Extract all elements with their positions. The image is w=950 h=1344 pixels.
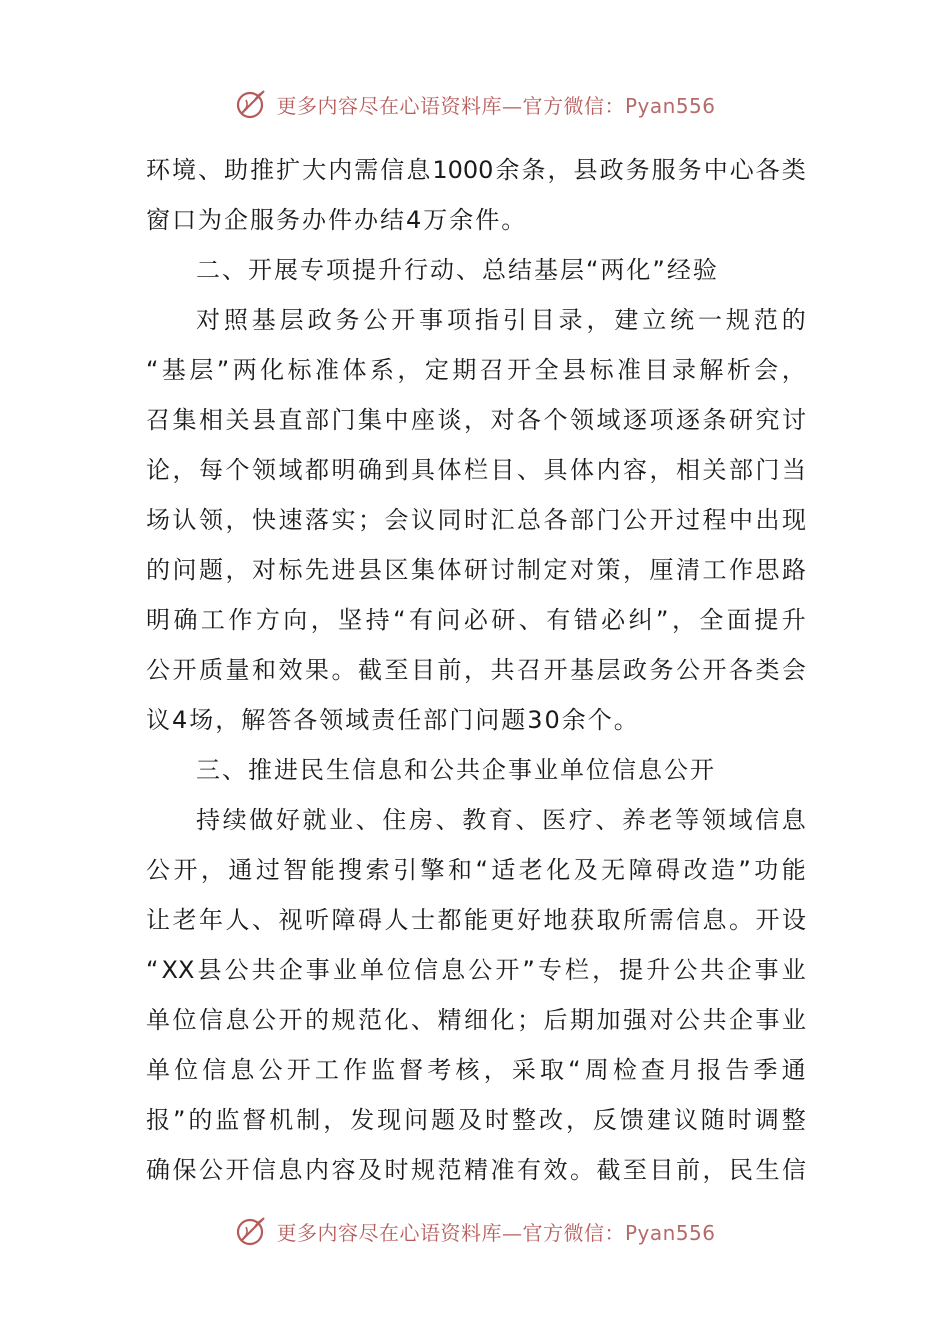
paragraph-line: 场 认 领 ， 快 速 落 实 ； 会 议 同 时 汇 总 各 部 门 公 开 过 程 中 出 现 [146,506,806,534]
paragraph-line: “ XX 县 公 共 企 事 业 单 位 信 息 公 开 ” 专 栏 ， 提 升 公 共 企 事 业 [146,956,806,984]
paragraph-line: 对 照 基 层 政 务 公 开 事 项 指 引 目 录 ， 建 立 统 一 规 范 的 [196,306,806,334]
paragraph-line: 公 开 ， 通 过 智 能 搜 索 引 擎 和 “ 适 老 化 及 无 障 碍 改 造 ” 功 能 [146,856,806,884]
section-heading: 二、开展专项提升行动、总结基层“两化”经验 [196,256,719,284]
paragraph-line: 召 集 相 关 县 直 部 门 集 中 座 谈 ， 对 各 个 领 域 逐 项 逐 条 研 究 讨 [146,406,806,434]
paragraph-line: 窗口为企服务办件办结4万余件。 [146,206,528,234]
header-watermark [0,82,950,126]
document-body [146,145,806,1195]
paragraph-line: 论 ， 每 个 领 域 都 明 确 到 具 体 栏 目 、 具 体 内 容 ， 相 关 部 门 当 [146,456,806,484]
paragraph-line: 持 续 做 好 就 业 、 住 房 、 教 育 、 医 疗 、 养 老 等 领 域 信 息 [196,806,806,834]
watermark-wechat-id: Pyan556 [624,93,716,118]
section-heading: 三、推进民生信息和公共企事业单位信息公开 [196,756,716,784]
watermark-label: 更多内容尽在心语资料库—官方微信： [276,93,625,118]
watermark-text [276,1217,715,1246]
paragraph-line: 让 老 年 人 、 视 听 障 碍 人 士 都 能 更 好 地 获 取 所 需 信 息 。 开 设 [146,906,806,934]
watermark-text [276,90,715,119]
watermark-wechat-id: Pyan556 [624,1220,716,1245]
paragraph-line: 明 确 工 作 方 向 ， 坚 持 “ 有 问 必 研 、 有 错 必 纠 ” ， 全 面 提 升 [146,606,806,634]
footer-watermark [0,1209,950,1253]
paragraph-line: 议4场，解答各领域责任部门问题30余个。 [146,706,640,734]
paragraph-line: 确 保 公 开 信 息 内 容 及 时 规 范 精 准 有 效 。 截 至 目 前 ， 民 生 信 [146,1156,806,1184]
quill-logo-icon [234,86,270,122]
watermark-label: 更多内容尽在心语资料库—官方微信： [276,1220,625,1245]
paragraph-line: 环 境 、 助 推 扩 大 内 需 信 息 1000 余 条 ， 县 政 务 服 务 中 心 各 类 [146,156,806,184]
quill-logo-icon [234,1213,270,1249]
paragraph-line: 报 ” 的 监 督 机 制 ， 发 现 问 题 及 时 整 改 ， 反 馈 建 议 随 时 调 整 [146,1106,806,1134]
paragraph-line: 的 问 题 ， 对 标 先 进 县 区 集 体 研 讨 制 定 对 策 ， 厘 清 工 作 思 路 [146,556,806,584]
paragraph-line: “ 基 层 ” 两 化 标 准 体 系 ， 定 期 召 开 全 县 标 准 目 录 解 析 会 ， [146,356,806,384]
paragraph-line: 公 开 质 量 和 效 果 。 截 至 目 前 ， 共 召 开 基 层 政 务 公 开 各 类 会 [146,656,806,684]
paragraph-line: 单 位 信 息 公 开 的 规 范 化 、 精 细 化 ； 后 期 加 强 对 公 共 企 事 业 [146,1006,806,1034]
paragraph-line: 单 位 信 息 公 开 工 作 监 督 考 核 ， 采 取 “ 周 检 查 月 报 告 季 通 [146,1056,806,1084]
